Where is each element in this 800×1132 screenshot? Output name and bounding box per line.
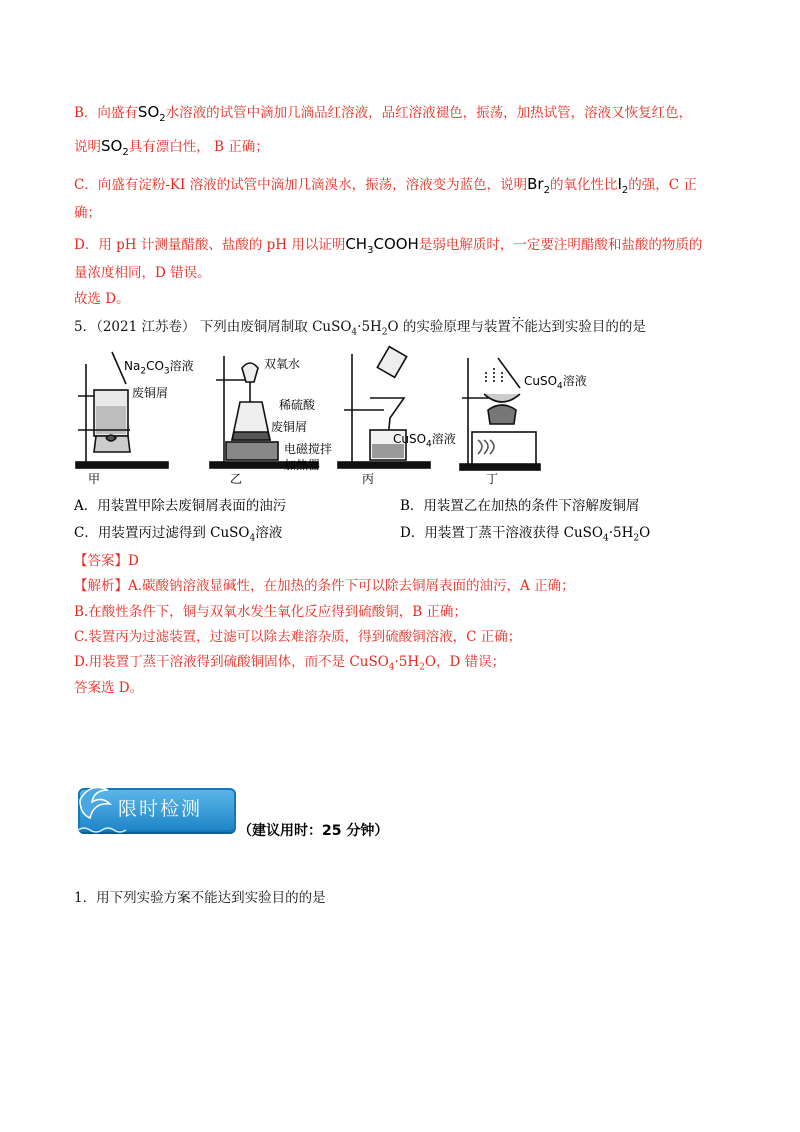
caption-jia: 甲 <box>88 472 101 486</box>
answer-label: 【答案】 <box>74 553 128 569</box>
apparatus-bing <box>338 347 430 468</box>
option-c: C．用装置丙过滤得到 CuSO$_4$溶液 <box>74 525 283 544</box>
text: 是弱电解质时，一定要注明醋酸和盐酸的物质的 <box>418 237 703 253</box>
answer-value: D <box>128 553 139 569</box>
label-stirrer: 电磁搅拌 <box>284 442 333 456</box>
badge-title: 限时检测 <box>118 798 203 820</box>
formula-so2: $SO_2$ <box>101 137 129 158</box>
emphasis-dots: · · 不能 <box>511 319 538 335</box>
option-a: A．用装置甲除去废铜屑表面的油污 <box>74 498 287 514</box>
caption-yi: 乙 <box>230 472 243 486</box>
text: 水溶液的试管中滴加几滴品红溶液，品红溶液褪色，振荡，加热试管，溶液又恢复红色， <box>165 105 693 121</box>
text: O 的实验原理与装置 <box>387 319 511 335</box>
analysis-line-c: C.装置丙为过滤装置，过滤可以除去难溶杂质，得到硫酸铜溶液，C 正确； <box>74 629 522 645</box>
text: 达到实验目的的是 <box>537 319 646 335</box>
label-h2o2: 双氧水 <box>264 357 301 371</box>
text: ·5H <box>394 654 420 670</box>
analysis-line-b: B.在酸性条件下，铜与双氧水发生氧化反应得到硫酸铜，B 正确； <box>74 604 467 620</box>
analysis-line-a <box>74 576 575 596</box>
label-heater: 加热器 <box>284 458 321 472</box>
label-cuso4-bing: CuSO$_4$溶液 <box>393 432 456 450</box>
formula-ch3cooh: $CH_3COOH$ <box>345 235 419 256</box>
analysis-label: 【解析】 <box>74 578 128 594</box>
text: C．向盛有淀粉-KI 溶液的试管中滴加几滴溴水，振荡，溶液变为蓝色，说明 <box>74 177 528 193</box>
explanation-b-line1 <box>74 102 692 129</box>
caption-ding: 丁 <box>486 472 499 486</box>
text: B．向盛有 <box>74 105 138 121</box>
explanation-d-line2: 量浓度相同，D 错误。 <box>74 265 211 281</box>
explanation-conclusion: 故选 D。 <box>74 291 130 307</box>
question1-stem: 1．用下列实验方案不能达到实验目的的是 <box>74 890 326 906</box>
label-scrap-yi: 废铜屑 <box>271 420 308 434</box>
explanation-c-line1 <box>74 174 697 201</box>
caption-bing: 丙 <box>362 472 375 486</box>
text: A.碳酸钠溶液显碱性，在加热的条件下可以除去铜屑表面的油污，A 正确； <box>128 578 575 594</box>
section-badge <box>74 780 234 838</box>
formula-i2: $I_2$ <box>617 175 629 196</box>
option-b: B．用装置乙在加热的条件下溶解废铜屑 <box>400 498 640 514</box>
formula-br2: $Br_2$ <box>527 175 550 196</box>
explanation-c-line2: 确； <box>74 205 101 221</box>
text: 的氧化性比 <box>549 177 618 193</box>
explanation-d-line1 <box>74 234 702 261</box>
answer-line <box>74 551 139 571</box>
label-cuso4-ding: CuSO$_4$溶液 <box>524 374 587 392</box>
text: 5．（2021 江苏卷） 下列由废铜屑制取 CuSO <box>74 319 352 335</box>
explanation-b-line2 <box>74 136 269 163</box>
label-na2co3: $Na_2CO_3$溶液 <box>124 359 194 377</box>
label-scrap-jia: 废铜屑 <box>132 386 169 400</box>
formula-so2: $SO_2$ <box>137 103 166 124</box>
text: O，D 错误； <box>424 654 506 670</box>
suggested-time: （建议用时：25 分钟） <box>238 823 389 839</box>
question5-stem: 5．（2021 江苏卷） 下列由废铜屑制取 $CuSO_4\cdot 5H_2O$ 的实验原理与装置· · 不能达到实验目的的是 <box>74 317 646 343</box>
analysis-conclusion: 答案选 D。 <box>74 680 144 696</box>
text: D.用装置丁蒸干溶液得到硫酸铜固体，而不是 CuSO <box>74 654 389 670</box>
text: ·5H <box>357 319 382 335</box>
text: D．用 pH 计测量醋酸、盐酸的 pH 用以证明 <box>74 237 346 253</box>
label-acid: 稀硫酸 <box>279 398 316 412</box>
text: 的强，C 正 <box>628 177 697 193</box>
option-d: D．用装置丁蒸干溶液获得 $CuSO_4\cdot 5H_2O$ <box>400 525 651 544</box>
analysis-line-d: D.用装置丁蒸干溶液得到硫酸铜固体，而不是 $CuSO_4\cdot 5H_2O$，D 错误； <box>74 654 506 673</box>
text: 具有漂白性， B 正确； <box>128 139 269 155</box>
text: 说明 <box>74 139 101 155</box>
